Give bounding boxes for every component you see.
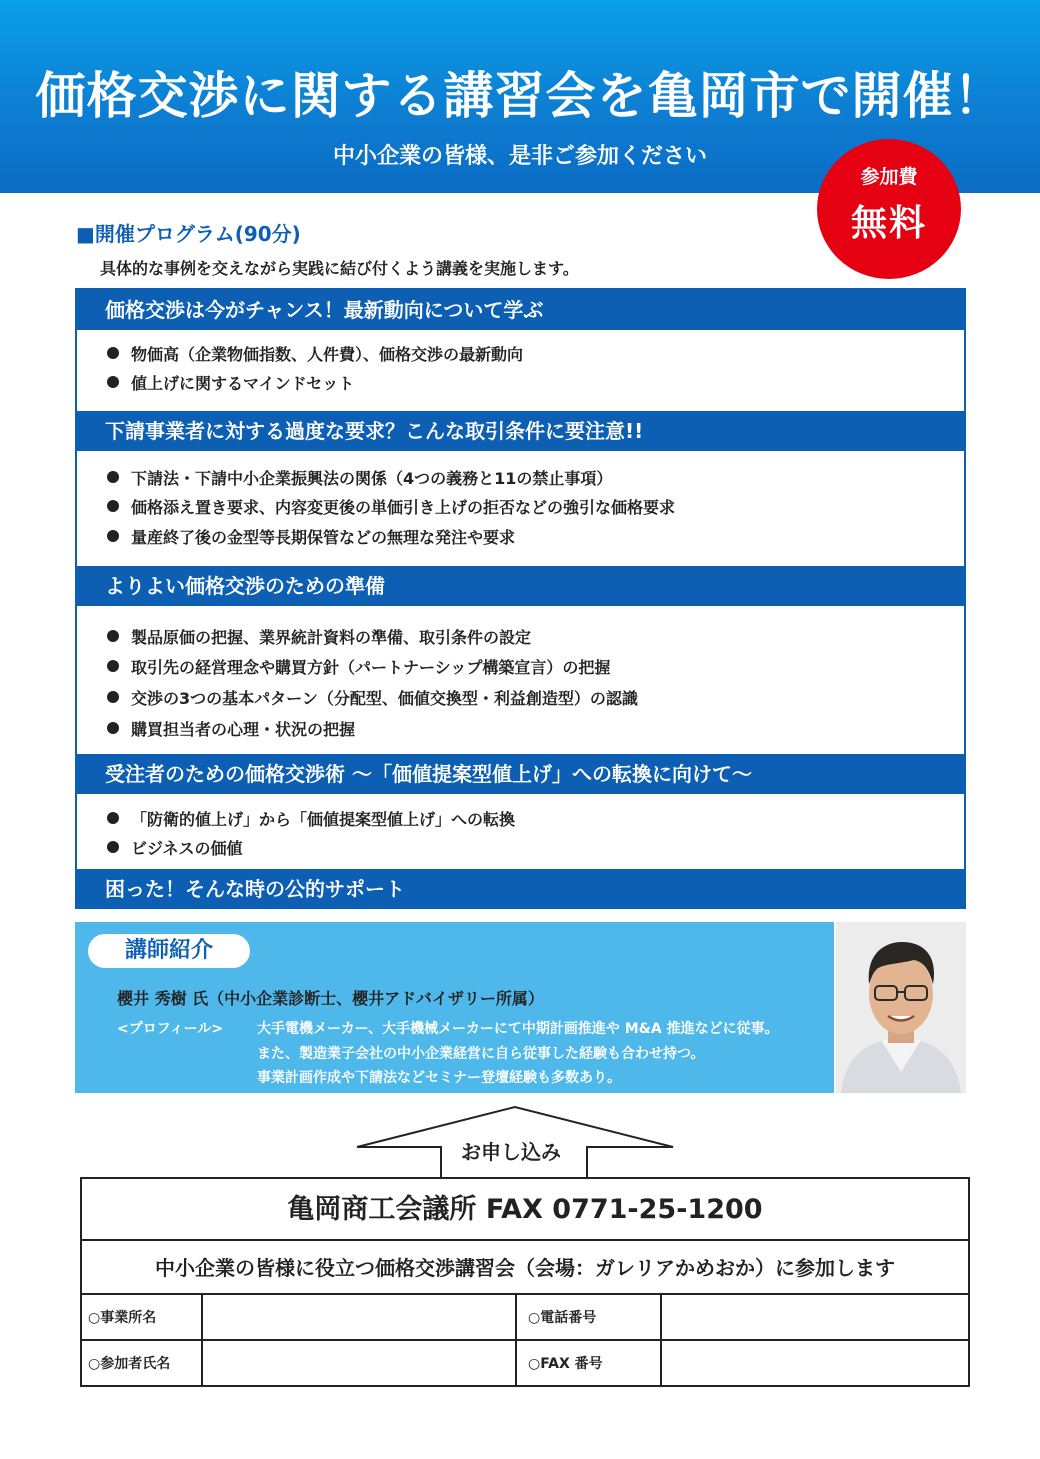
apply-label: お申し込み — [461, 1140, 561, 1164]
page-title: 価格交渉に関する講習会を亀岡市で開催！ — [35, 67, 1005, 125]
bullet-icon — [107, 471, 119, 483]
participant-name-label: ○参加者氏名 — [88, 1356, 171, 1372]
profile-label: <プロフィール> — [117, 1021, 224, 1037]
office-name-label: ○事業所名 — [88, 1310, 157, 1326]
section-title: 受注者のための価格交渉術 〜「価値提案型値上げ」への転換に向けて〜 — [77, 754, 964, 794]
program-heading: ■開催プログラム(90分) — [76, 222, 301, 246]
form-row — [82, 1295, 968, 1341]
bullet-icon — [107, 691, 119, 703]
divider — [515, 1341, 517, 1385]
lecturer-heading: 講師紹介 — [88, 934, 250, 968]
profile-line: 大手電機メーカー、大手機械メーカーにて中期計画推進や M&A 推進などに従事。 — [257, 1021, 779, 1037]
bullet-icon — [107, 630, 119, 642]
section-title: 価格交渉は今がチャンス！最新動向について学ぶ — [77, 290, 964, 330]
list-item: 購買担当者の心理・状況の把握 — [107, 717, 355, 740]
lecturer-panel — [75, 922, 834, 1093]
program-description: 具体的な事例を交えながら実践に結び付くよう講義を実施します。 — [100, 259, 579, 278]
bullet-icon — [107, 722, 119, 734]
join-statement: 中小企業の皆様に役立つ価格交渉講習会（会場：ガレリアかめおか）に参加します — [82, 1241, 968, 1295]
page-subtitle: 中小企業の皆様、是非ご参加ください — [332, 144, 707, 169]
list-item: ビジネスの価値 — [107, 836, 243, 859]
badge-label: 参加費 — [860, 166, 918, 188]
bullet-icon — [107, 841, 119, 853]
list-item: 製品原価の把握、業界統計資料の準備、取引条件の設定 — [107, 625, 531, 648]
list-item: 取引先の経営理念や購買方針（パートナーシップ構築宣言）の把握 — [107, 655, 610, 678]
section-title: よりよい価格交渉のための準備 — [77, 566, 964, 606]
section-title: 下請事業者に対する過度な要求？こんな取引条件に要注意!! — [77, 411, 964, 451]
phone-field[interactable] — [662, 1295, 968, 1339]
bullet-icon — [107, 530, 119, 542]
list-item: 下請法・下請中小企業振興法の関係（4つの義務と11の禁止事項） — [107, 466, 612, 489]
office-name-field[interactable] — [203, 1295, 515, 1339]
list-item: 「防衛的値上げ」から「価値提案型値上げ」への転換 — [107, 807, 515, 830]
list-item: 価格添え置き要求、内容変更後の単価引き上げの拒否などの強引な価格要求 — [107, 495, 675, 518]
fax-label: ○FAX 番号 — [528, 1356, 603, 1372]
profile-line: 事業計画作成や下請法などセミナー登壇経験も多数あり。 — [257, 1070, 621, 1086]
list-item: 値上げに関するマインドセット — [107, 371, 354, 394]
bullet-icon — [107, 660, 119, 672]
application-form — [80, 1177, 970, 1387]
fax-field[interactable] — [662, 1341, 968, 1385]
divider — [515, 1295, 517, 1339]
form-row — [82, 1341, 968, 1385]
section-title: 困った！そんな時の公的サポート — [77, 869, 964, 909]
list-item: 量産終了後の金型等長期保管などの無理な発注や要求 — [107, 525, 515, 548]
list-item: 交渉の3つの基本パターン（分配型、価値交換型・利益創造型）の認識 — [107, 686, 638, 709]
participant-name-field[interactable] — [203, 1341, 515, 1385]
bullet-icon — [107, 347, 119, 359]
bullet-icon — [107, 812, 119, 824]
bullet-icon — [107, 500, 119, 512]
lecturer-name: 櫻井 秀樹 氏（中小企業診断士、櫻井アドバイザリー所属） — [117, 989, 544, 1008]
badge-value: 無料 — [850, 203, 927, 244]
bullet-icon — [107, 376, 119, 388]
phone-label: ○電話番号 — [528, 1310, 597, 1326]
fax-number: 亀岡商工会議所 FAX 0771-25-1200 — [82, 1179, 968, 1241]
free-fee-badge — [817, 139, 961, 279]
profile-line: また、製造業子会社の中小企業経営に自ら従事した経験も合わせ持つ。 — [257, 1046, 705, 1062]
program-box — [75, 288, 966, 909]
list-item: 物価高（企業物価指数、人件費）、価格交渉の最新動向 — [107, 342, 523, 365]
lecturer-photo — [836, 922, 966, 1093]
